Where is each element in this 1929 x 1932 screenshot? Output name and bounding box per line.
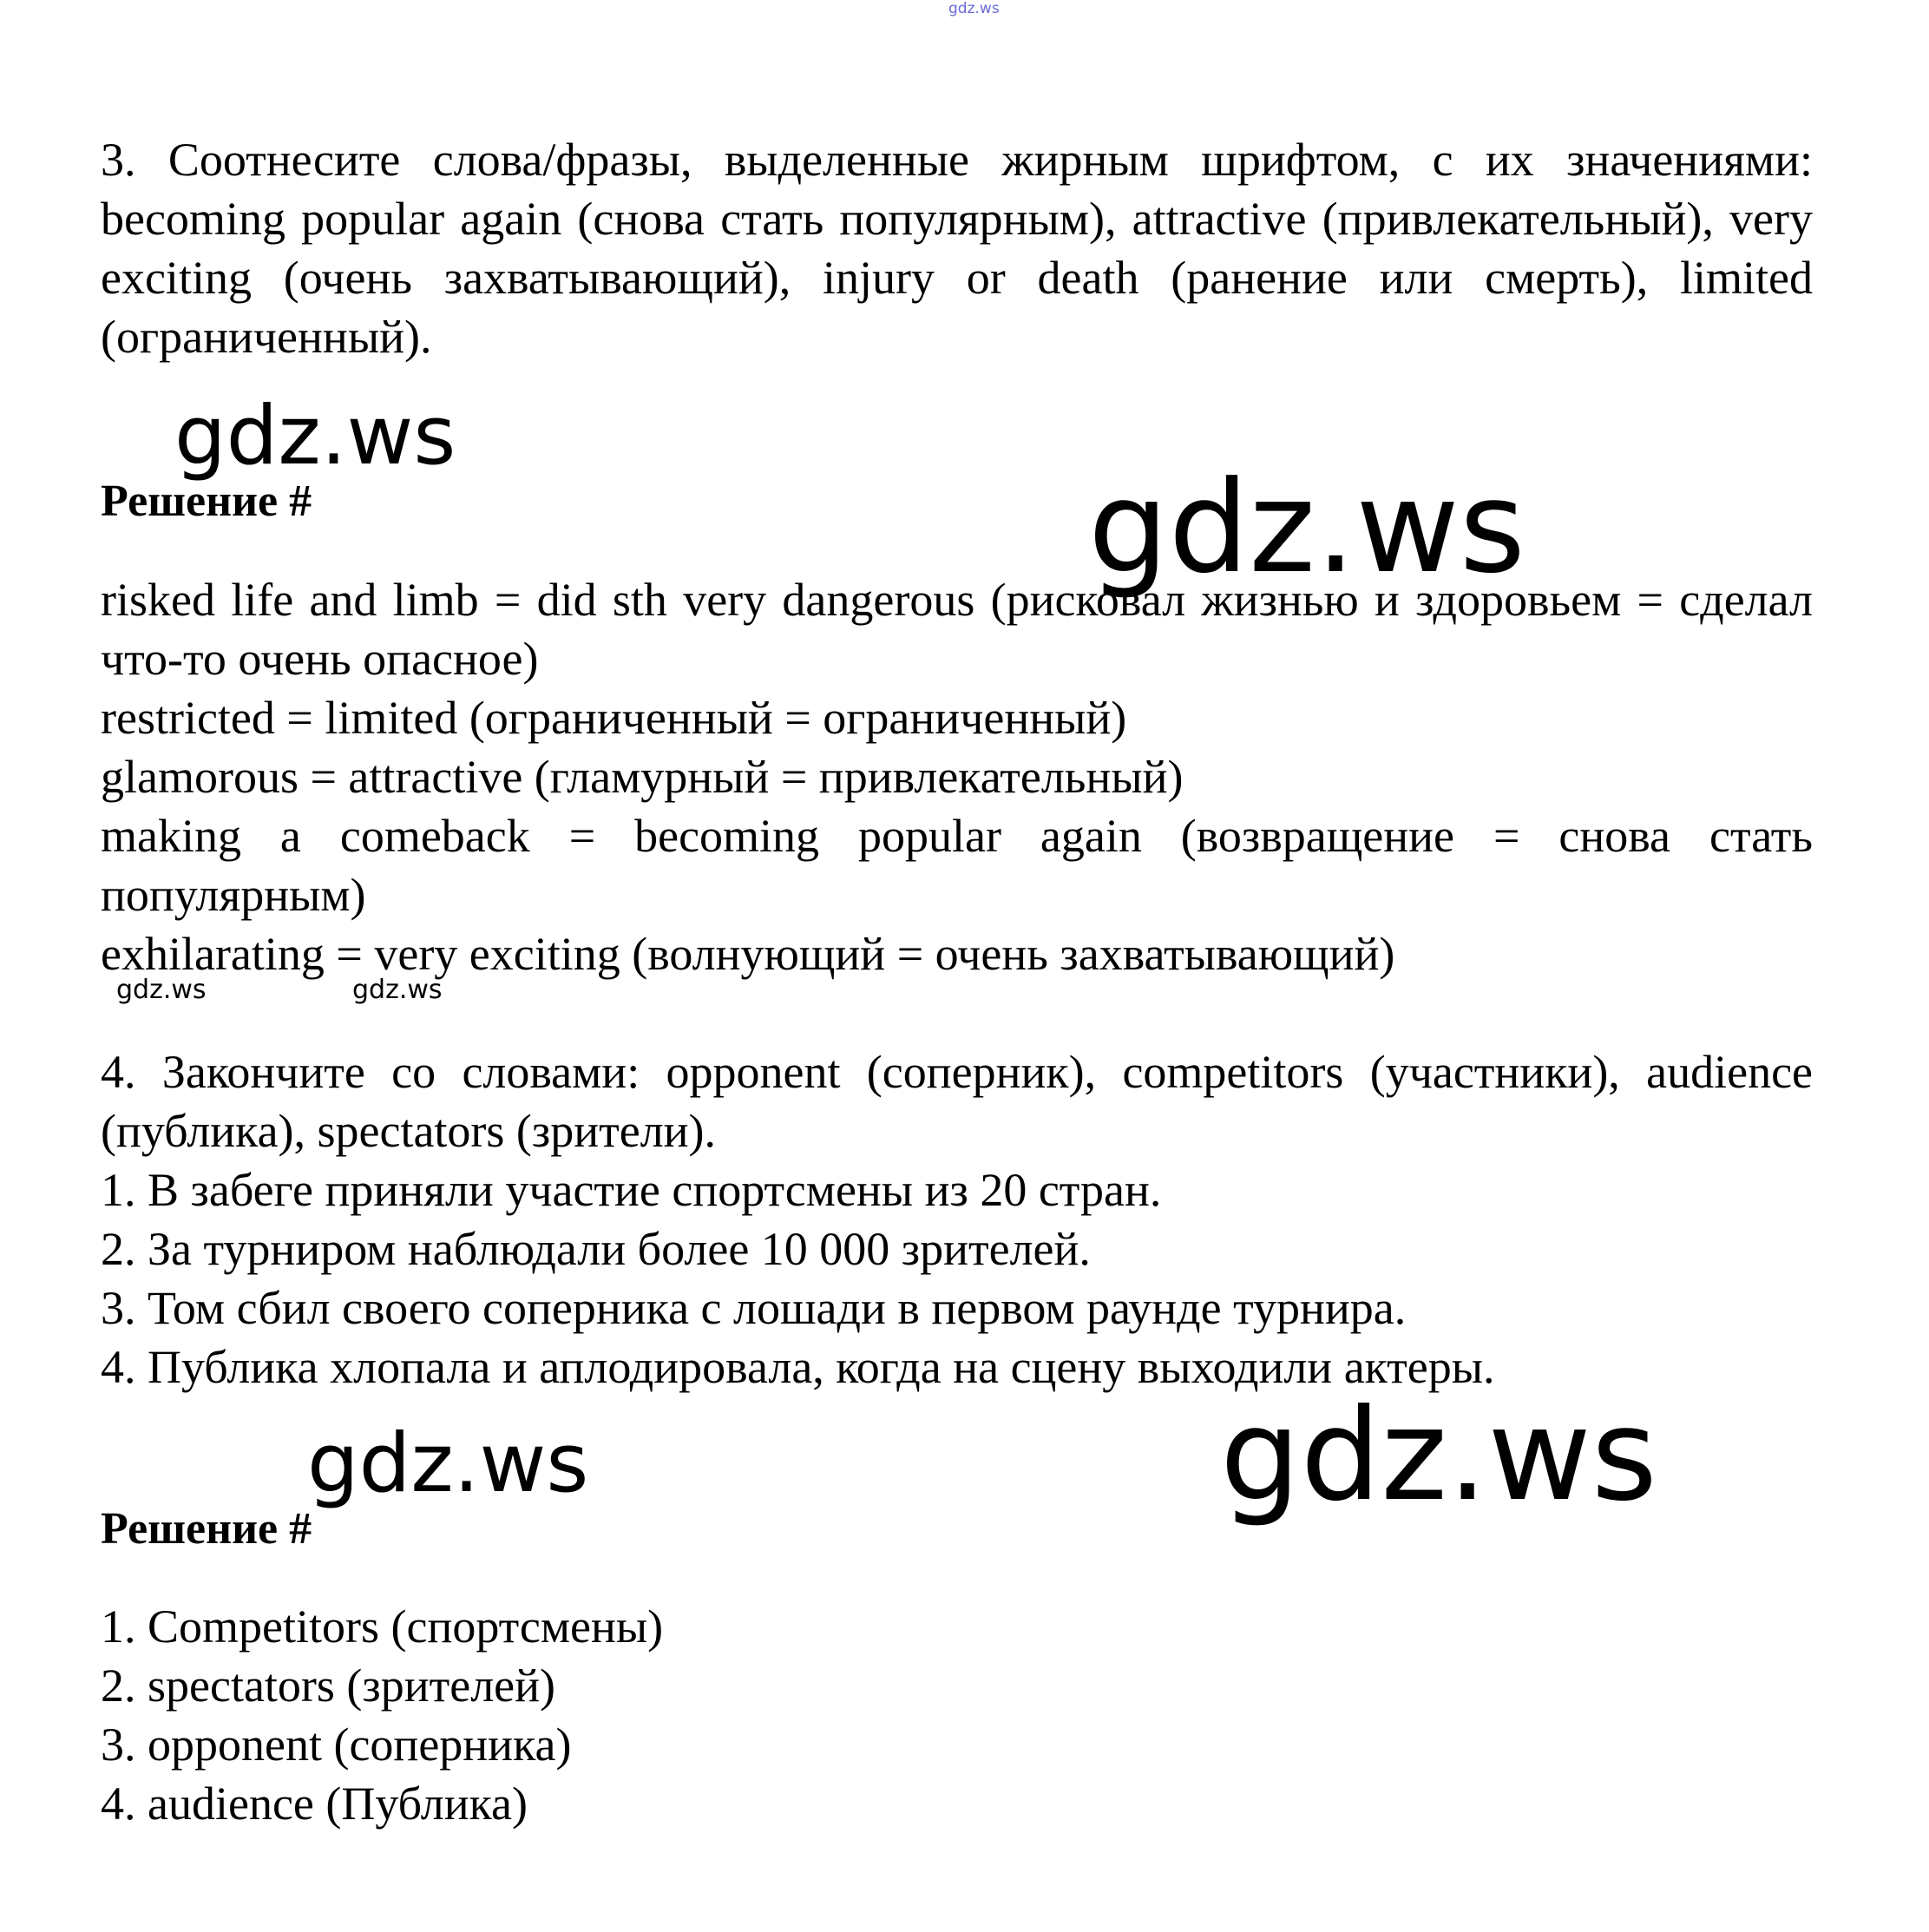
task-4-item: 1. В забеге приняли участие спортсмены из 20 стран. [101,1164,1162,1216]
watermark-top: gdz.ws [948,0,1000,17]
watermark-small: gdz.ws [116,975,207,1005]
solution-3-line: making a comeback = becoming popular again (возвращение = снова стать популярным) [101,810,1813,921]
solution-3-heading: Решение # [101,476,312,526]
solution-4-heading: Решение # [101,1504,312,1554]
task-4-instruction: 4. Закончите со словами: opponent (соперник), competitors (участники), audience (публика), spectators (зрители). [101,1046,1813,1157]
solution-4-item: 1. Competitors (спортсмены) [101,1600,664,1653]
watermark-large: gdz.ws [1220,1382,1657,1529]
task-4-item: 3. Том сбил своего соперника с лошади в первом раунде турнира. [101,1282,1407,1334]
solution-3-line: glamorous = attractive (гламурный = привлекательный) [101,751,1184,803]
watermark-large: gdz.ws [174,389,456,483]
task-3-instruction: 3. Соотнесите слова/фразы, выделенные жирным шрифтом, с их значениями: becoming popular again (снова стать популярным), attractive (привлекательный), very exciting (очень захватывающий), injury or death (ранение или смерть), limited (ограниченный). [101,134,1813,363]
solution-4-item: 4. audience (Публика) [101,1778,528,1830]
watermark-large: gdz.ws [307,1416,589,1511]
task-4-item: 2. За турниром наблюдали более 10 000 зрителей. [101,1223,1091,1275]
solution-3-line: restricted = limited (ограниченный = ограниченный) [101,692,1127,744]
solution-3-line: exhilarating = very exciting (волнующий = очень захватывающий) [101,928,1395,980]
solution-3-line: risked life and limb = did sth very dangerous (рисковал жизнью и здоровьем = сделал что-то очень опасное) [101,574,1813,685]
solution-4-item: 2. spectators (зрителей) [101,1659,555,1712]
solution-4-item: 3. opponent (соперника) [101,1718,572,1771]
task-4-item: 4. Публика хлопала и аплодировала, когда на сцену выходили актеры. [101,1341,1495,1393]
watermark-small: gdz.ws [352,975,443,1005]
watermark-large: gdz.ws [1088,454,1525,601]
